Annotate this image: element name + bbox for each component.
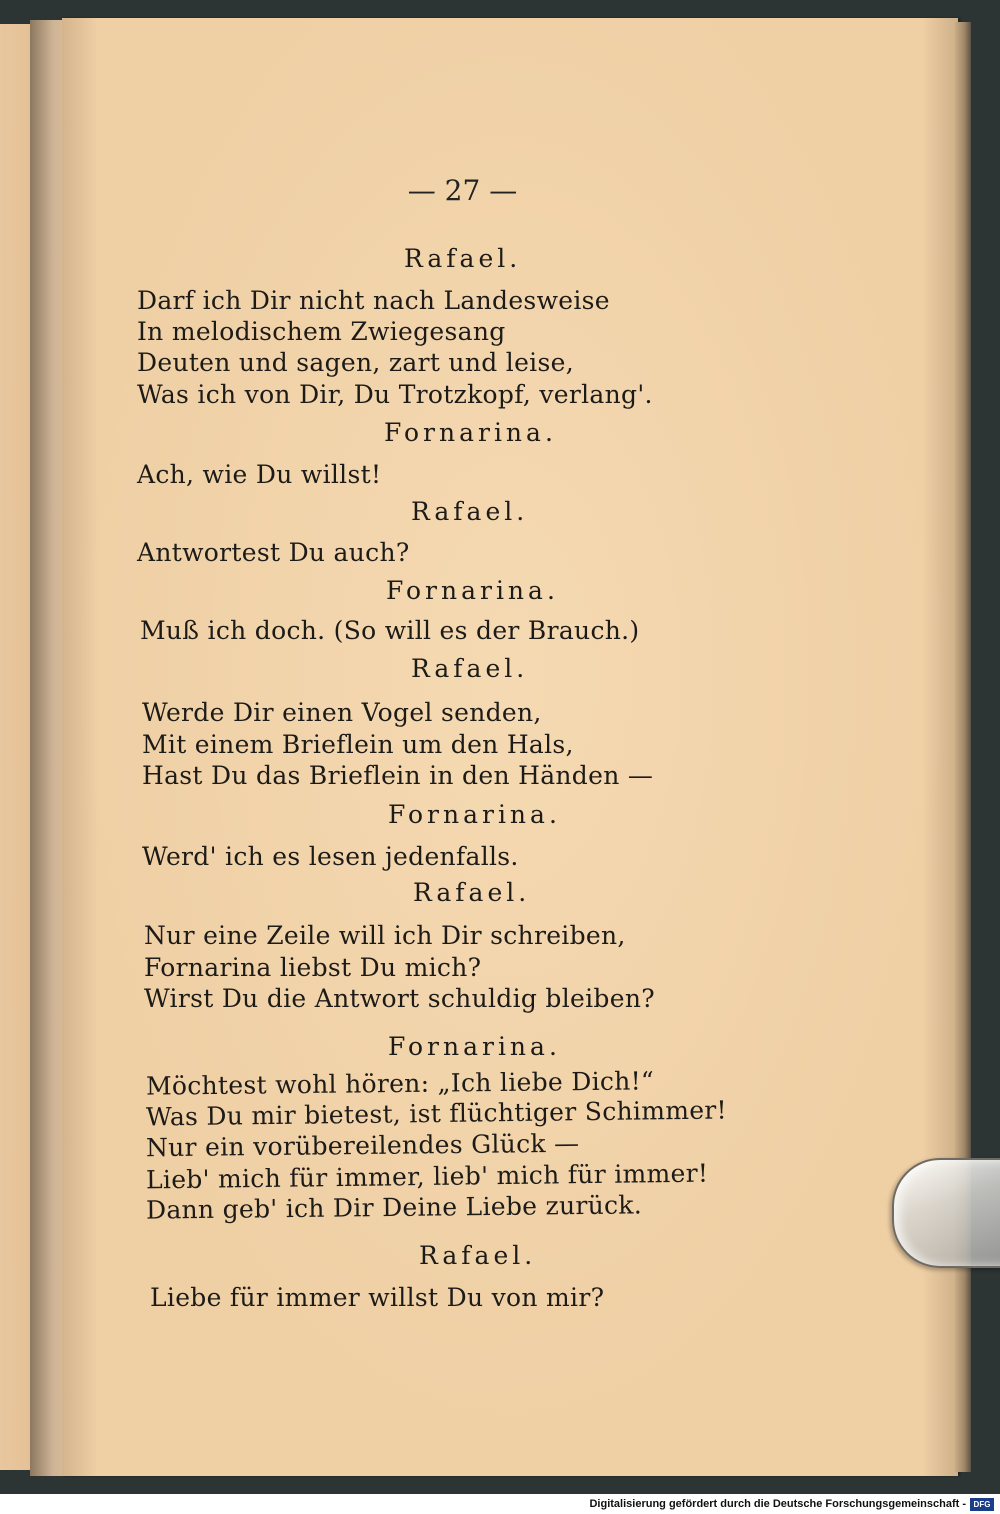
speaker-name: Fornarina. [384, 418, 557, 447]
verse-line: Deuten und sagen, zart und leise, [137, 348, 574, 377]
verse-line: Möchtest wohl hören: „Ich liebe Dich!“ [145, 1066, 655, 1101]
verse-line: Fornarina liebst Du mich? [144, 953, 482, 982]
speaker-name: Rafael. [411, 654, 529, 683]
verse-line: Werde Dir einen Vogel senden, [142, 698, 542, 727]
page-number: — 27 — [407, 174, 518, 207]
verse-line: Werd' ich es lesen jedenfalls. [142, 842, 519, 871]
speaker-name: Rafael. [404, 244, 522, 273]
verse-line: Liebe für immer willst Du von mir? [150, 1283, 605, 1312]
verse-line: Antwortest Du auch? [137, 538, 410, 567]
verse-line: Was ich von Dir, Du Trotzkopf, verlang'. [137, 380, 653, 409]
verse-line: Ach, wie Du willst! [137, 460, 382, 489]
verse-line: Darf ich Dir nicht nach Landesweise [137, 286, 610, 315]
dfg-logo: DFG [970, 1498, 994, 1511]
verse-line: Mit einem Brieflein um den Hals, [142, 730, 574, 759]
speaker-name: Fornarina. [388, 800, 561, 829]
speaker-name: Fornarina. [388, 1032, 561, 1061]
speaker-name: Fornarina. [386, 576, 559, 605]
verse-line: Dann geb' ich Dir Deine Liebe zurück. [145, 1190, 643, 1225]
verse-line: Hast Du das Brieflein in den Händen — [142, 761, 654, 790]
speaker-name: Rafael. [413, 878, 531, 907]
verse-line: Was Du mir bietest, ist flüchtiger Schimmer! [145, 1095, 728, 1132]
page-clip [892, 1158, 1000, 1268]
speaker-name: Rafael. [419, 1241, 537, 1270]
verse-line: Wirst Du die Antwort schuldig bleiben? [144, 984, 655, 1013]
verse-line: Nur eine Zeile will ich Dir schreiben, [144, 921, 626, 950]
speaker-name: Rafael. [411, 497, 529, 526]
verse-line: In melodischem Zwiegesang [137, 317, 506, 346]
verse-line: Lieb' mich für immer, lieb' mich für immer! [145, 1158, 709, 1195]
verse-line: Nur ein vorübereilendes Glück — [145, 1128, 580, 1163]
funding-credit: Digitalisierung gefördert durch die Deutsche Forschungsgemeinschaft - [589, 1498, 966, 1510]
verse-line: Muß ich doch. (So will es der Brauch.) [140, 616, 640, 645]
